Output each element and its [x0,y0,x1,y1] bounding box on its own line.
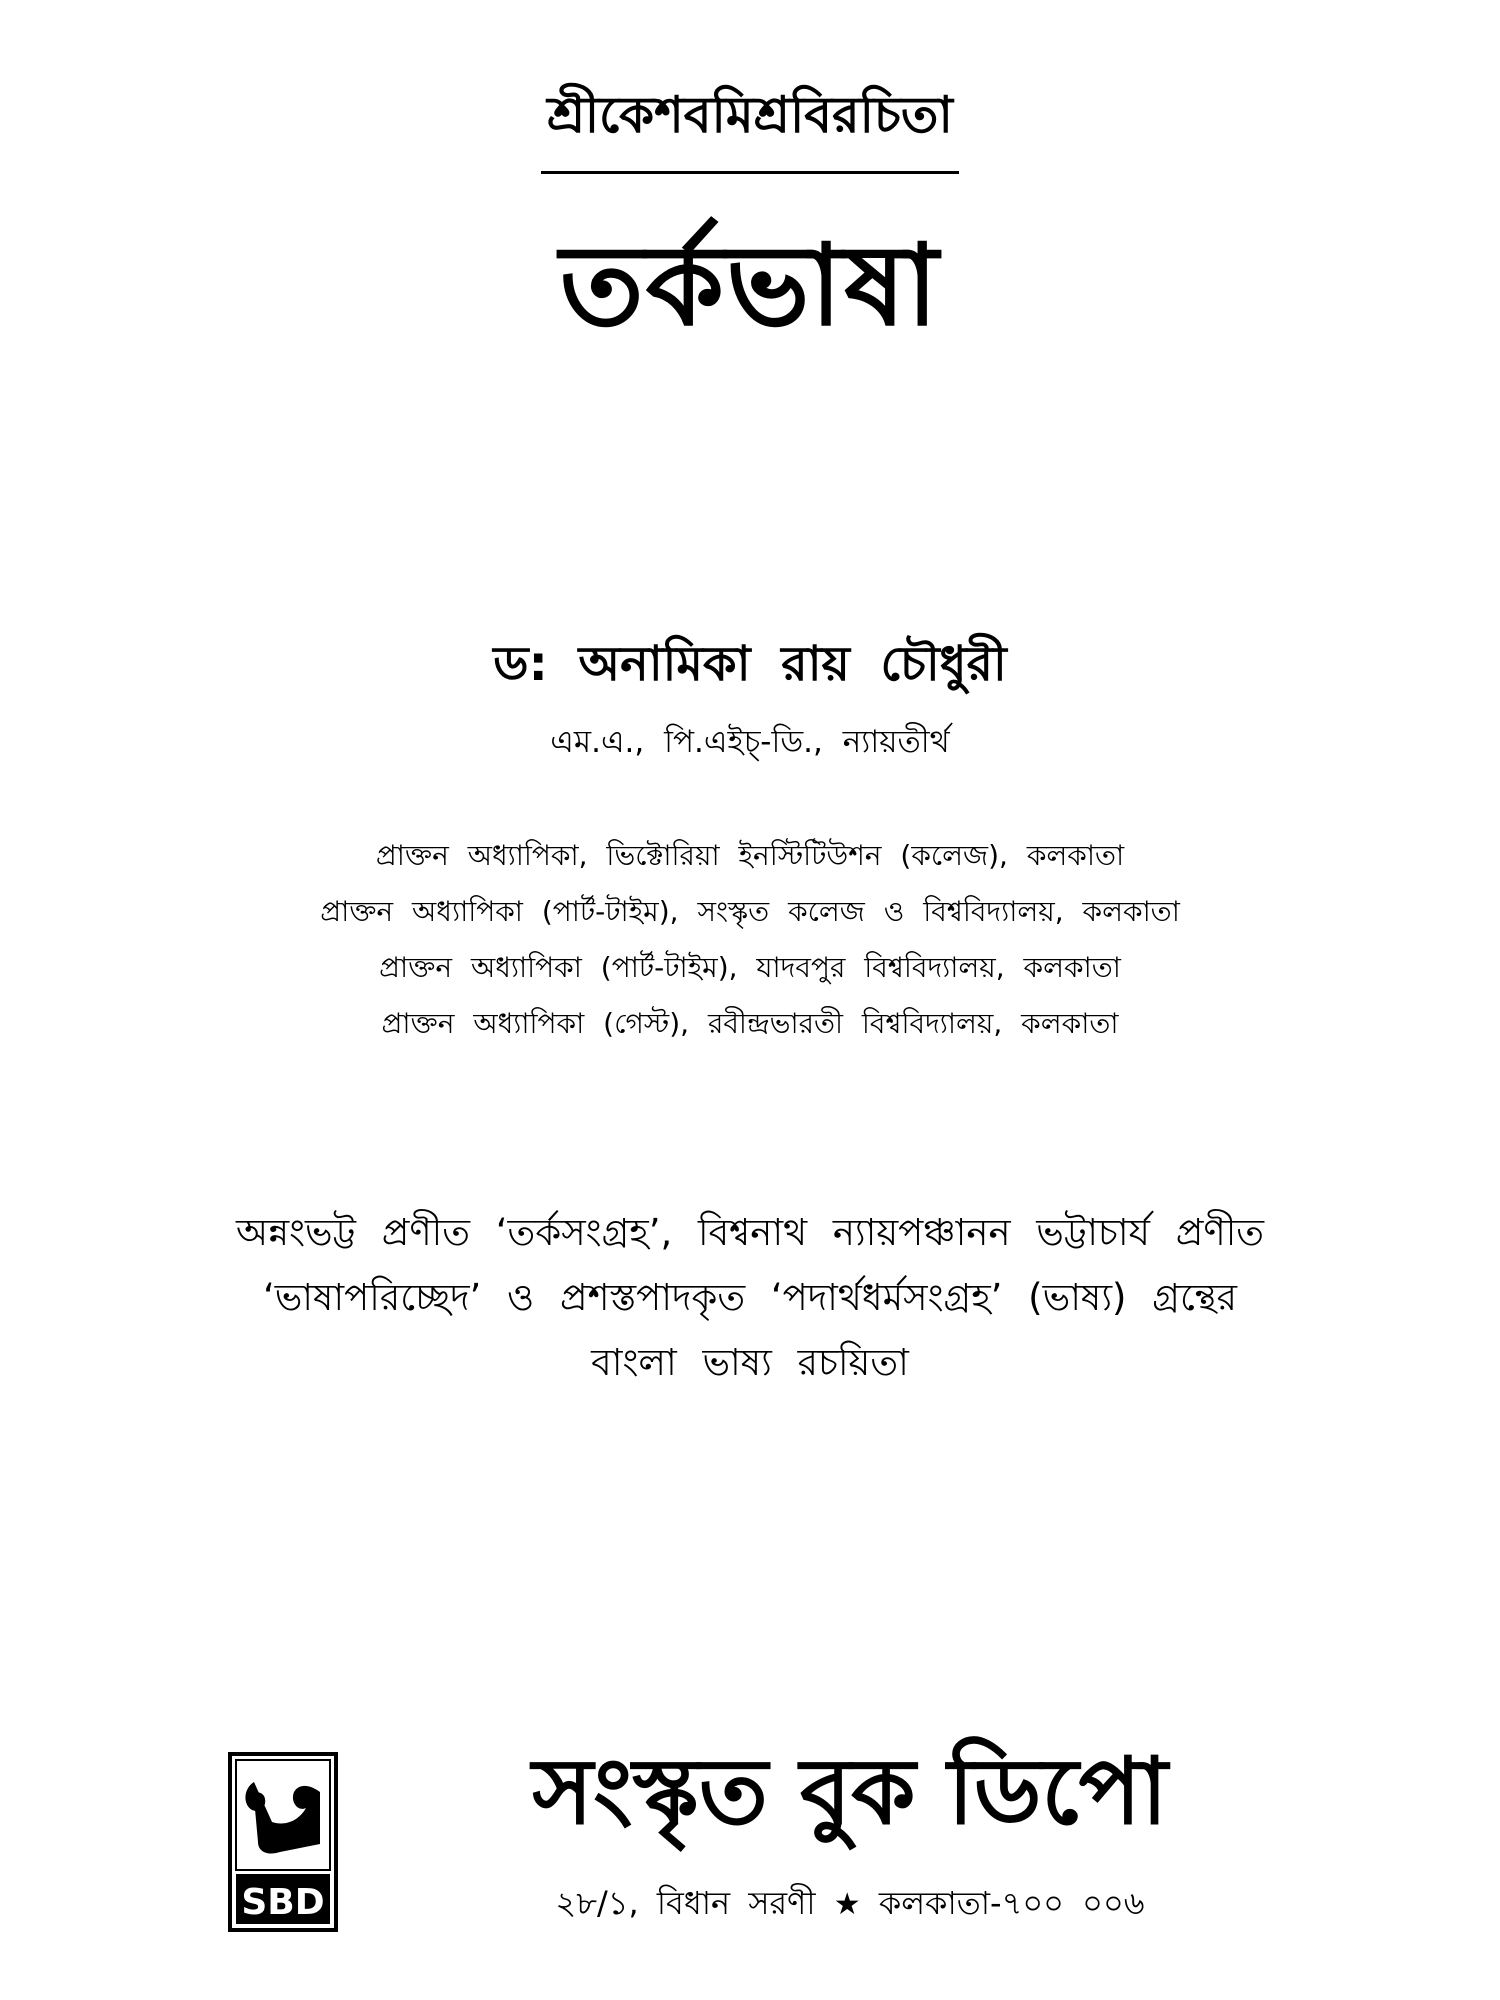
series-line-text: শ্রীকেশবমিশ্রবিরচিতা [541,78,959,174]
address-city: কলকাতা-৭০০ ০০৬ [878,1884,1145,1922]
position-line: প্রাক্তন অধ্যাপিকা, ভিক্টোরিয়া ইনস্টিটিউশন (কলেজ), কলকাতা [375,839,1125,872]
position-line: প্রাক্তন অধ্যাপিকা (পার্ট-টাইম), যাদবপুর বিশ্ববিদ্যালয়, কলকাতা [379,951,1121,984]
star-icon: ★ [833,1887,861,1922]
series-line [0,78,1500,174]
book-title: তর্কভাষা [559,221,941,351]
works-line: অন্নংভট্ট প্রণীত ‘তর্কসংগ্রহ’, বিশ্বনাথ ন্যায়পঞ্চানন ভট্টাচার্য প্রণীত [235,1211,1265,1254]
address-street: ২৮/১, বিধান সরণী [555,1884,816,1922]
works-line: বাংলা ভাষ্য রচয়িতা [591,1341,909,1384]
author-degrees: এম.এ., পি.এইচ্-ডি., ন্যায়তীর্থ [550,724,950,760]
works-description [0,1200,1500,1395]
publisher-name: সংস্কৃত বুক ডিপো [532,1738,1168,1845]
publisher-address [460,1878,1240,1932]
author-positions [0,828,1500,1052]
position-line: প্রাক্তন অধ্যাপিকা (পার্ট-টাইম), সংস্কৃত কলেজ ও বিশ্ববিদ্যালয়, কলকাতা [320,895,1180,928]
works-line: ‘ভাষাপরিচ্ছেদ’ ও প্রশস্তপাদকৃত ‘পদার্থধর্মসংগ্রহ’ (ভাষ্য) গ্রন্থের [262,1276,1238,1319]
author-name: ড: অনামিকা রায় চৌধুরী [493,636,1007,692]
logo-text: SBD [241,1882,325,1923]
position-line: প্রাক্তন অধ্যাপিকা (গেস্ট), রবীন্দ্রভারতী বিশ্ববিদ্যালয়, কলকাতা [381,1007,1119,1040]
publisher-logo [228,1752,338,1932]
